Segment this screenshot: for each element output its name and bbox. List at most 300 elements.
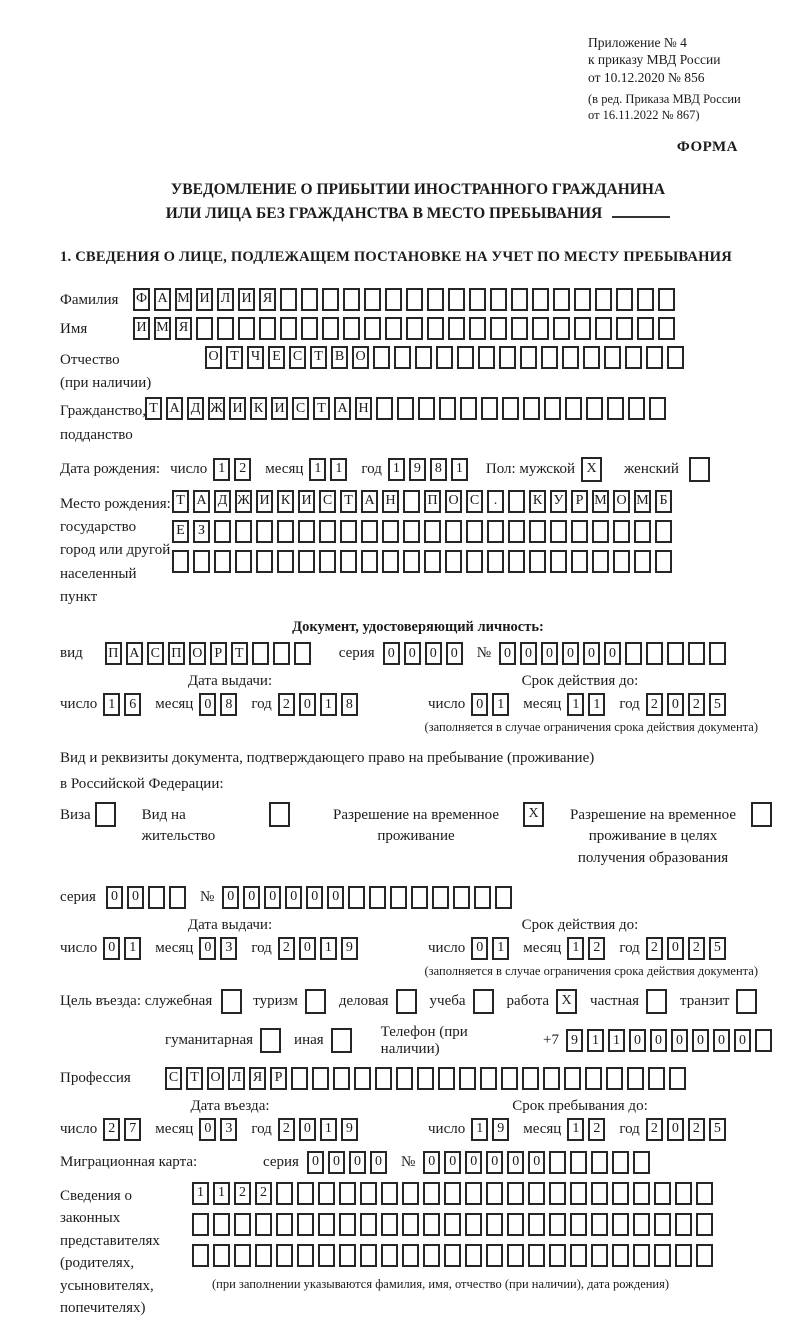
char-cell[interactable]: [453, 886, 470, 909]
char-cell[interactable]: [529, 520, 546, 543]
char-cell[interactable]: П: [105, 642, 122, 665]
char-cell[interactable]: [255, 1244, 272, 1267]
char-cell[interactable]: 0: [425, 642, 442, 665]
char-cell[interactable]: С: [466, 490, 483, 513]
char-cell[interactable]: 9: [409, 458, 426, 481]
char-cell[interactable]: [520, 346, 537, 369]
char-cell[interactable]: [591, 1213, 608, 1236]
char-cell[interactable]: [508, 520, 525, 543]
char-cell[interactable]: Ж: [208, 397, 225, 420]
char-cell[interactable]: Т: [226, 346, 243, 369]
checkbox[interactable]: [736, 989, 757, 1014]
char-cell[interactable]: О: [352, 346, 369, 369]
char-cell[interactable]: А: [361, 490, 378, 513]
char-cell[interactable]: [364, 288, 381, 311]
char-cell[interactable]: О: [205, 346, 222, 369]
char-cell[interactable]: [427, 288, 444, 311]
char-cell[interactable]: [669, 1067, 686, 1090]
char-cell[interactable]: .: [487, 490, 504, 513]
char-cell[interactable]: [333, 1067, 350, 1090]
char-cell[interactable]: 0: [349, 1151, 366, 1174]
char-cell[interactable]: [528, 1182, 545, 1205]
char-cell[interactable]: И: [229, 397, 246, 420]
char-cell[interactable]: 2: [278, 937, 295, 960]
char-cell[interactable]: [465, 1182, 482, 1205]
char-cell[interactable]: [438, 1067, 455, 1090]
char-cell[interactable]: [402, 1182, 419, 1205]
char-cell[interactable]: 0: [444, 1151, 461, 1174]
char-cell[interactable]: 9: [341, 1118, 358, 1141]
char-cell[interactable]: Т: [186, 1067, 203, 1090]
char-cell[interactable]: [655, 550, 672, 573]
char-cell[interactable]: О: [445, 490, 462, 513]
char-cell[interactable]: [570, 1244, 587, 1267]
char-cell[interactable]: [637, 288, 654, 311]
char-cell[interactable]: 0: [541, 642, 558, 665]
char-cell[interactable]: [565, 397, 582, 420]
char-cell[interactable]: [348, 886, 365, 909]
char-cell[interactable]: Ф: [133, 288, 150, 311]
char-cell[interactable]: Л: [217, 288, 234, 311]
char-cell[interactable]: [406, 317, 423, 340]
char-cell[interactable]: 0: [199, 1118, 216, 1141]
char-cell[interactable]: [457, 346, 474, 369]
char-cell[interactable]: Д: [214, 490, 231, 513]
char-cell[interactable]: [294, 642, 311, 665]
char-cell[interactable]: [607, 397, 624, 420]
char-cell[interactable]: 0: [528, 1151, 545, 1174]
char-cell[interactable]: 0: [471, 937, 488, 960]
char-cell[interactable]: [633, 1182, 650, 1205]
char-cell[interactable]: [423, 1213, 440, 1236]
char-cell[interactable]: [148, 886, 165, 909]
char-cell[interactable]: 1: [567, 1118, 584, 1141]
char-cell[interactable]: Ч: [247, 346, 264, 369]
char-cell[interactable]: С: [319, 490, 336, 513]
char-cell[interactable]: 1: [309, 458, 326, 481]
char-cell[interactable]: [612, 1213, 629, 1236]
char-cell[interactable]: С: [292, 397, 309, 420]
char-cell[interactable]: [667, 346, 684, 369]
char-cell[interactable]: [709, 642, 726, 665]
char-cell[interactable]: [415, 346, 432, 369]
char-cell[interactable]: 9: [341, 937, 358, 960]
char-cell[interactable]: [553, 317, 570, 340]
char-cell[interactable]: 2: [646, 693, 663, 716]
char-cell[interactable]: [280, 317, 297, 340]
char-cell[interactable]: 0: [471, 693, 488, 716]
char-cell[interactable]: [495, 886, 512, 909]
char-cell[interactable]: 0: [327, 886, 344, 909]
char-cell[interactable]: [424, 550, 441, 573]
checkbox[interactable]: [305, 989, 326, 1014]
char-cell[interactable]: [628, 397, 645, 420]
char-cell[interactable]: К: [250, 397, 267, 420]
char-cell[interactable]: [238, 317, 255, 340]
char-cell[interactable]: [625, 642, 642, 665]
char-cell[interactable]: 5: [709, 937, 726, 960]
char-cell[interactable]: [354, 1067, 371, 1090]
char-cell[interactable]: [297, 1213, 314, 1236]
char-cell[interactable]: [196, 317, 213, 340]
char-cell[interactable]: [549, 1244, 566, 1267]
char-cell[interactable]: [627, 1067, 644, 1090]
char-cell[interactable]: [612, 1151, 629, 1174]
char-cell[interactable]: [252, 642, 269, 665]
char-cell[interactable]: [396, 1067, 413, 1090]
char-cell[interactable]: С: [147, 642, 164, 665]
char-cell[interactable]: [276, 1244, 293, 1267]
char-cell[interactable]: [369, 886, 386, 909]
char-cell[interactable]: [613, 550, 630, 573]
char-cell[interactable]: 1: [320, 693, 337, 716]
char-cell[interactable]: [432, 886, 449, 909]
char-cell[interactable]: [214, 550, 231, 573]
char-cell[interactable]: А: [154, 288, 171, 311]
char-cell[interactable]: [696, 1182, 713, 1205]
checkbox[interactable]: X: [523, 802, 544, 827]
char-cell[interactable]: С: [165, 1067, 182, 1090]
char-cell[interactable]: 0: [328, 1151, 345, 1174]
char-cell[interactable]: И: [133, 317, 150, 340]
char-cell[interactable]: [439, 397, 456, 420]
char-cell[interactable]: [507, 1244, 524, 1267]
char-cell[interactable]: [339, 1213, 356, 1236]
char-cell[interactable]: 6: [124, 693, 141, 716]
char-cell[interactable]: П: [424, 490, 441, 513]
char-cell[interactable]: 0: [199, 937, 216, 960]
char-cell[interactable]: [696, 1244, 713, 1267]
char-cell[interactable]: [343, 288, 360, 311]
char-cell[interactable]: 0: [446, 642, 463, 665]
char-cell[interactable]: Л: [228, 1067, 245, 1090]
char-cell[interactable]: [423, 1244, 440, 1267]
char-cell[interactable]: [625, 346, 642, 369]
char-cell[interactable]: [448, 288, 465, 311]
char-cell[interactable]: [571, 520, 588, 543]
char-cell[interactable]: [339, 1244, 356, 1267]
char-cell[interactable]: А: [334, 397, 351, 420]
char-cell[interactable]: И: [238, 288, 255, 311]
char-cell[interactable]: [276, 1213, 293, 1236]
char-cell[interactable]: 3: [220, 937, 237, 960]
char-cell[interactable]: И: [271, 397, 288, 420]
char-cell[interactable]: 1: [213, 458, 230, 481]
checkbox[interactable]: [751, 802, 772, 827]
char-cell[interactable]: 1: [124, 937, 141, 960]
char-cell[interactable]: [612, 1182, 629, 1205]
char-cell[interactable]: [667, 642, 684, 665]
char-cell[interactable]: [612, 1244, 629, 1267]
char-cell[interactable]: [480, 1067, 497, 1090]
char-cell[interactable]: [553, 288, 570, 311]
checkbox[interactable]: [331, 1028, 352, 1053]
char-cell[interactable]: [360, 1213, 377, 1236]
char-cell[interactable]: [616, 317, 633, 340]
char-cell[interactable]: [549, 1182, 566, 1205]
char-cell[interactable]: [273, 642, 290, 665]
char-cell[interactable]: 2: [646, 937, 663, 960]
char-cell[interactable]: О: [189, 642, 206, 665]
char-cell[interactable]: 1: [588, 693, 605, 716]
char-cell[interactable]: [298, 550, 315, 573]
char-cell[interactable]: 0: [370, 1151, 387, 1174]
char-cell[interactable]: 0: [650, 1029, 667, 1052]
char-cell[interactable]: 3: [220, 1118, 237, 1141]
char-cell[interactable]: П: [168, 642, 185, 665]
char-cell[interactable]: [481, 397, 498, 420]
checkbox[interactable]: [95, 802, 116, 827]
char-cell[interactable]: [654, 1244, 671, 1267]
char-cell[interactable]: [658, 288, 675, 311]
char-cell[interactable]: [298, 520, 315, 543]
char-cell[interactable]: [511, 288, 528, 311]
char-cell[interactable]: 0: [734, 1029, 751, 1052]
char-cell[interactable]: 2: [234, 458, 251, 481]
char-cell[interactable]: [528, 1213, 545, 1236]
char-cell[interactable]: [214, 520, 231, 543]
char-cell[interactable]: [550, 550, 567, 573]
char-cell[interactable]: [213, 1244, 230, 1267]
char-cell[interactable]: [595, 288, 612, 311]
char-cell[interactable]: [571, 550, 588, 573]
char-cell[interactable]: 0: [465, 1151, 482, 1174]
char-cell[interactable]: [562, 346, 579, 369]
char-cell[interactable]: [465, 1244, 482, 1267]
char-cell[interactable]: [301, 317, 318, 340]
char-cell[interactable]: [696, 1213, 713, 1236]
char-cell[interactable]: 0: [106, 886, 123, 909]
char-cell[interactable]: 0: [667, 937, 684, 960]
char-cell[interactable]: [427, 317, 444, 340]
char-cell[interactable]: И: [298, 490, 315, 513]
char-cell[interactable]: [402, 1213, 419, 1236]
char-cell[interactable]: 0: [604, 642, 621, 665]
char-cell[interactable]: [297, 1244, 314, 1267]
char-cell[interactable]: [390, 886, 407, 909]
char-cell[interactable]: [394, 346, 411, 369]
char-cell[interactable]: [318, 1244, 335, 1267]
char-cell[interactable]: [499, 346, 516, 369]
char-cell[interactable]: 5: [709, 1118, 726, 1141]
char-cell[interactable]: [319, 520, 336, 543]
char-cell[interactable]: [406, 288, 423, 311]
char-cell[interactable]: [522, 1067, 539, 1090]
checkbox[interactable]: [646, 989, 667, 1014]
char-cell[interactable]: [213, 1213, 230, 1236]
char-cell[interactable]: [444, 1244, 461, 1267]
char-cell[interactable]: [277, 520, 294, 543]
char-cell[interactable]: [381, 1213, 398, 1236]
char-cell[interactable]: [478, 346, 495, 369]
char-cell[interactable]: 2: [234, 1182, 251, 1205]
char-cell[interactable]: [469, 288, 486, 311]
char-cell[interactable]: [217, 317, 234, 340]
char-cell[interactable]: [364, 317, 381, 340]
char-cell[interactable]: [402, 1244, 419, 1267]
char-cell[interactable]: 0: [692, 1029, 709, 1052]
char-cell[interactable]: 1: [213, 1182, 230, 1205]
char-cell[interactable]: 2: [688, 693, 705, 716]
char-cell[interactable]: [541, 346, 558, 369]
char-cell[interactable]: [255, 1213, 272, 1236]
char-cell[interactable]: [312, 1067, 329, 1090]
char-cell[interactable]: [583, 346, 600, 369]
char-cell[interactable]: [675, 1182, 692, 1205]
char-cell[interactable]: 1: [567, 693, 584, 716]
char-cell[interactable]: [490, 317, 507, 340]
char-cell[interactable]: С: [289, 346, 306, 369]
char-cell[interactable]: [570, 1213, 587, 1236]
char-cell[interactable]: [343, 317, 360, 340]
char-cell[interactable]: [276, 1182, 293, 1205]
char-cell[interactable]: [486, 1244, 503, 1267]
char-cell[interactable]: [385, 288, 402, 311]
checkbox[interactable]: [269, 802, 290, 827]
char-cell[interactable]: 0: [486, 1151, 503, 1174]
char-cell[interactable]: [688, 642, 705, 665]
char-cell[interactable]: [511, 317, 528, 340]
char-cell[interactable]: 2: [646, 1118, 663, 1141]
char-cell[interactable]: [444, 1213, 461, 1236]
char-cell[interactable]: [403, 550, 420, 573]
char-cell[interactable]: 1: [587, 1029, 604, 1052]
char-cell[interactable]: 0: [520, 642, 537, 665]
char-cell[interactable]: 0: [299, 1118, 316, 1141]
char-cell[interactable]: [528, 1244, 545, 1267]
char-cell[interactable]: 0: [299, 693, 316, 716]
checkbox[interactable]: [473, 989, 494, 1014]
char-cell[interactable]: [360, 1182, 377, 1205]
char-cell[interactable]: [361, 520, 378, 543]
char-cell[interactable]: 1: [471, 1118, 488, 1141]
char-cell[interactable]: 0: [264, 886, 281, 909]
char-cell[interactable]: М: [175, 288, 192, 311]
char-cell[interactable]: [486, 1213, 503, 1236]
char-cell[interactable]: 2: [103, 1118, 120, 1141]
char-cell[interactable]: [606, 1067, 623, 1090]
char-cell[interactable]: [192, 1213, 209, 1236]
char-cell[interactable]: [322, 288, 339, 311]
char-cell[interactable]: 0: [629, 1029, 646, 1052]
char-cell[interactable]: [586, 397, 603, 420]
char-cell[interactable]: [193, 550, 210, 573]
char-cell[interactable]: Е: [172, 520, 189, 543]
char-cell[interactable]: 1: [492, 693, 509, 716]
char-cell[interactable]: [529, 550, 546, 573]
char-cell[interactable]: 7: [124, 1118, 141, 1141]
char-cell[interactable]: [675, 1213, 692, 1236]
char-cell[interactable]: [297, 1182, 314, 1205]
char-cell[interactable]: 1: [388, 458, 405, 481]
char-cell[interactable]: [633, 1151, 650, 1174]
char-cell[interactable]: З: [193, 520, 210, 543]
char-cell[interactable]: [613, 520, 630, 543]
char-cell[interactable]: [411, 886, 428, 909]
char-cell[interactable]: [459, 1067, 476, 1090]
char-cell[interactable]: 0: [383, 642, 400, 665]
char-cell[interactable]: [658, 317, 675, 340]
char-cell[interactable]: 0: [307, 1151, 324, 1174]
char-cell[interactable]: [445, 550, 462, 573]
char-cell[interactable]: [675, 1244, 692, 1267]
char-cell[interactable]: [654, 1182, 671, 1205]
char-cell[interactable]: Р: [270, 1067, 287, 1090]
char-cell[interactable]: [376, 397, 393, 420]
char-cell[interactable]: [655, 520, 672, 543]
char-cell[interactable]: [466, 520, 483, 543]
char-cell[interactable]: [654, 1213, 671, 1236]
char-cell[interactable]: [487, 520, 504, 543]
char-cell[interactable]: [385, 317, 402, 340]
char-cell[interactable]: [417, 1067, 434, 1090]
char-cell[interactable]: [403, 490, 420, 513]
char-cell[interactable]: [507, 1182, 524, 1205]
char-cell[interactable]: [543, 1067, 560, 1090]
char-cell[interactable]: 0: [583, 642, 600, 665]
char-cell[interactable]: 0: [306, 886, 323, 909]
char-cell[interactable]: [360, 1244, 377, 1267]
char-cell[interactable]: [474, 886, 491, 909]
char-cell[interactable]: 0: [671, 1029, 688, 1052]
char-cell[interactable]: [280, 288, 297, 311]
char-cell[interactable]: [235, 550, 252, 573]
char-cell[interactable]: Т: [340, 490, 357, 513]
char-cell[interactable]: [256, 550, 273, 573]
char-cell[interactable]: 9: [566, 1029, 583, 1052]
char-cell[interactable]: [570, 1182, 587, 1205]
char-cell[interactable]: [466, 550, 483, 573]
char-cell[interactable]: [397, 397, 414, 420]
char-cell[interactable]: [460, 397, 477, 420]
char-cell[interactable]: [502, 397, 519, 420]
char-cell[interactable]: [172, 550, 189, 573]
char-cell[interactable]: [507, 1213, 524, 1236]
char-cell[interactable]: Т: [145, 397, 162, 420]
char-cell[interactable]: В: [331, 346, 348, 369]
char-cell[interactable]: [234, 1213, 251, 1236]
char-cell[interactable]: Т: [172, 490, 189, 513]
char-cell[interactable]: 0: [299, 937, 316, 960]
char-cell[interactable]: 2: [588, 1118, 605, 1141]
char-cell[interactable]: 0: [507, 1151, 524, 1174]
char-cell[interactable]: [633, 1244, 650, 1267]
char-cell[interactable]: [192, 1244, 209, 1267]
char-cell[interactable]: 2: [688, 937, 705, 960]
char-cell[interactable]: И: [196, 288, 213, 311]
char-cell[interactable]: 0: [499, 642, 516, 665]
char-cell[interactable]: [591, 1151, 608, 1174]
char-cell[interactable]: К: [277, 490, 294, 513]
char-cell[interactable]: Т: [231, 642, 248, 665]
char-cell[interactable]: Ж: [235, 490, 252, 513]
char-cell[interactable]: [532, 317, 549, 340]
char-cell[interactable]: Т: [310, 346, 327, 369]
char-cell[interactable]: [444, 1182, 461, 1205]
char-cell[interactable]: Я: [175, 317, 192, 340]
char-cell[interactable]: 1: [492, 937, 509, 960]
char-cell[interactable]: 5: [709, 693, 726, 716]
char-cell[interactable]: [595, 317, 612, 340]
char-cell[interactable]: 0: [713, 1029, 730, 1052]
char-cell[interactable]: [574, 317, 591, 340]
checkbox[interactable]: X: [556, 989, 577, 1014]
char-cell[interactable]: [235, 520, 252, 543]
char-cell[interactable]: 0: [667, 693, 684, 716]
char-cell[interactable]: [634, 550, 651, 573]
char-cell[interactable]: [501, 1067, 518, 1090]
char-cell[interactable]: 2: [278, 1118, 295, 1141]
